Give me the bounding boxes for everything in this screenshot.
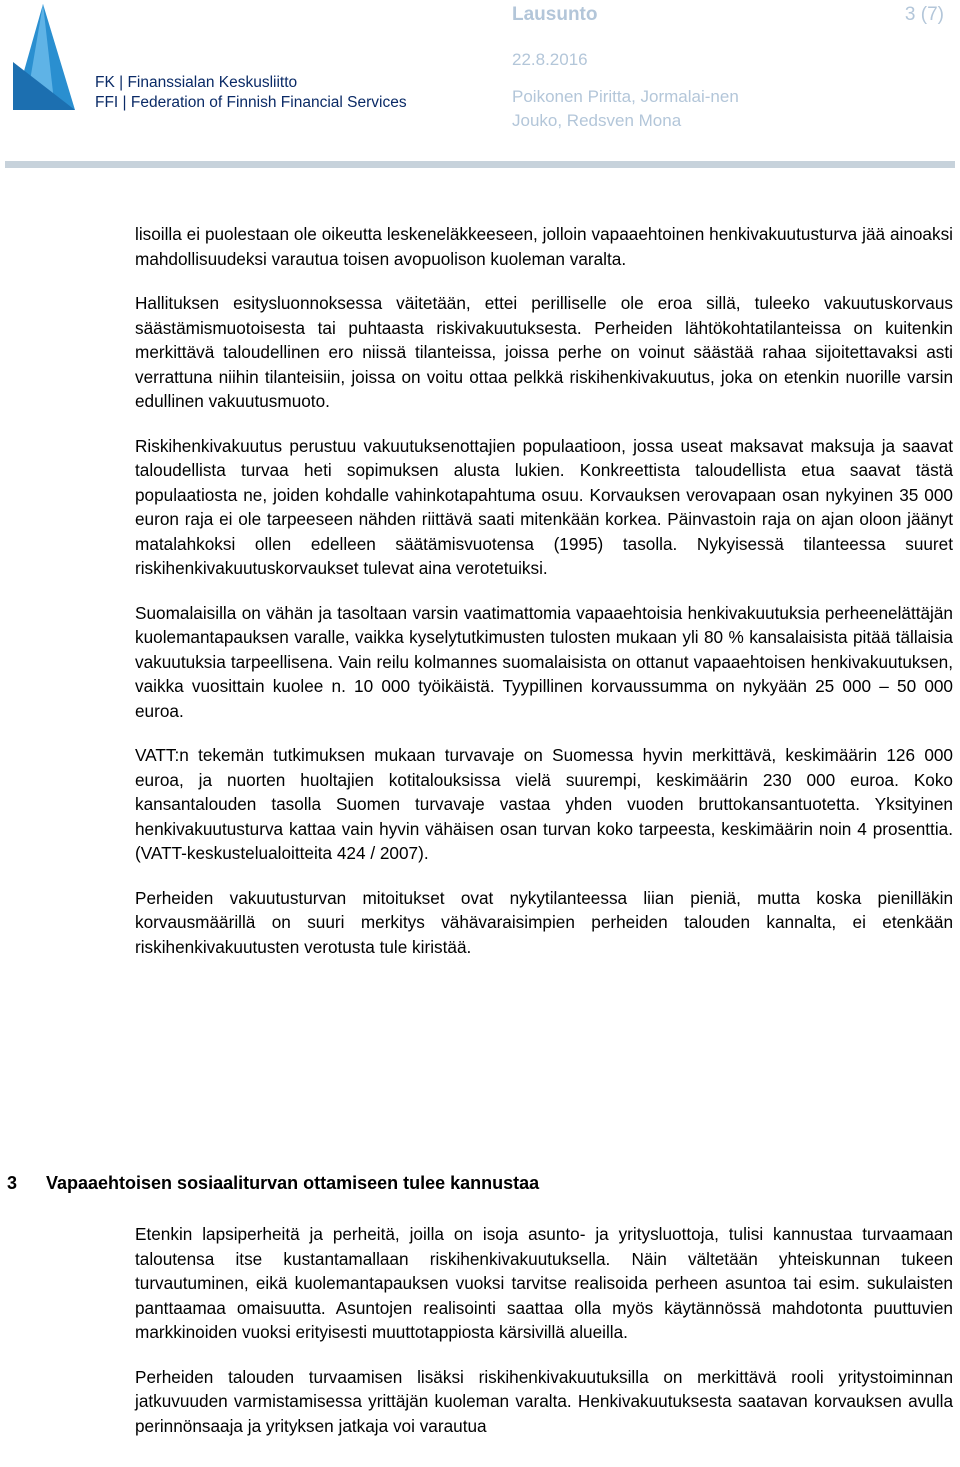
- paragraph: VATT:n tekemän tutkimuksen mukaan turvavaje on Suomessa hyvin merkittävä, keskimäärin 126 000 euroa, ja nuorten huoltajien kotitalouksissa vielä suurempi, keskimäärin 230 000 euroa. Koko kansantalouden tasolla Suomen turvavaje vastaa yhden vuoden bruttokansantuotetta. Yksityinen henkivakuutusturva kattaa vain hyvin vähäisen osan turvan koko tarpeesta, keskimäärin noin 4 prosenttia. (VATT-keskustelualoitteita 424 / 2007).: [135, 745, 953, 863]
- section-heading: [7, 1173, 539, 1194]
- page-number: 3 (7): [904, 4, 944, 25]
- paragraph: Perheiden talouden turvaamisen lisäksi riskihenkivakuutuksilla on merkittävä rooli yritystoiminnan jatkuvuuden varmistamisessa yrittäjän kuoleman varalta. Henkivakuutuksesta saatavan korvauksen avulla perinnönsaaja ja yrityksen jatkaja voi varautua: [135, 1366, 953, 1436]
- paragraph: Etenkin lapsiperheitä ja perheitä, joilla on isoja asunto- ja yritysluottoja, tulisi kannustaa turvaamaan taloutensa itse kustantamallaan riskihenkivakuutuksella. Näin vältetään yhteiskunnan tukeen turvautuminen, eikä kuolemantapauksen vuoksi tarvitse realisoida perheen asuntoa tai esim. sukulaisten panttaamaa omaisuutta. Asuntojen realisointi saattaa olla myös käytännössä mahdotonta puuttuvien markkinoiden vuoksi erityisesti muuttotappiosta kärsivillä alueilla.: [135, 1224, 953, 1342]
- body-section-a: [135, 222, 953, 979]
- section-title: Vapaaehtoisen sosiaaliturvan ottamiseen tulee kannustaa: [46, 1173, 540, 1193]
- body-section-b: [135, 1222, 953, 1458]
- paragraph: Hallituksen esitysluonnoksessa väitetään, ettei perilliselle ole eroa sillä, tuleeko vakuutuskorvaus säästämismuotoisesta tai puhtaasta riskivakuutuksesta. Perheiden lähtökohtatilanteissa on kuitenkin merkittävä taloudellinen ero niissä tilanteissa, joissa perhe on voinut säästää rahaa sijoitettavaksi asti verrattuna niihin tilanteisiin, joissa on voitu ottaa pelkkä riskihenkivakuutus, joka on etenkin nuorille varsin edullinen vakuutusmuoto.: [135, 293, 953, 411]
- document-type: Lausunto: [512, 4, 598, 25]
- fk-ffi-logo: [5, 2, 405, 112]
- paragraph: lisoilla ei puolestaan ole oikeutta leskeneläkkeeseen, jolloin vapaaehtoinen henkivakuutusturva jää ainoaksi mahdollisuudeksi varautua toisen avopuolison kuoleman varalta.: [135, 224, 953, 269]
- logo-mark-icon: [5, 2, 95, 112]
- paragraph: Suomalaisilla on vähän ja tasoltaan varsin vaatimattomia vapaaehtoisia henkivakuutuksia perheenelättäjän kuolemantapauksen varalle, vaikka kyselytutkimusten tulosten mukaan yli 80 % kansalaisista pitää tällaisia vakuutuksia tarpeellisena. Vain reilu kolmannes suomalaisista on ottanut vapaaehtoisen henkivakuutuksen, vaikka vuosittain kuolee n. 10 000 työikäistä. Tyypillinen korvaussumma on nykyään 25 000 – 50 000 euroa.: [135, 602, 953, 721]
- section-number: 3: [7, 1173, 18, 1193]
- logo-text-ffi: FFI | Federation of Finnish Financial Services: [95, 94, 407, 111]
- logo-text-fk: FK | Finanssialan Keskusliitto: [95, 74, 298, 91]
- paragraph: Riskihenkivakuutus perustuu vakuutuksenottajien populaatioon, jossa useat maksavat maksuja ja saavat taloudellista turvaa heti sopimuksen alusta lukien. Konkreettista taloudellista etua saavat tästä populaatiosta ne, joiden kohdalle vahinkotapahtuma osuu. Korvauksen verovapaan osan nykyinen 35 000 euron raja ei ole tarpeeseen nähden riittävä saati mitenkään korkea. Päinvastoin raja on ajan oloon jäänyt matalahkoksi ollen edelleen säätämisvuotensa (1995) tasolla. Nykyisessä tilanteessa suuret riskihenkivakuutuskorvaukset tulevat aina verotetuiksi.: [135, 435, 953, 578]
- header-divider: [5, 161, 955, 168]
- paragraph: Perheiden vakuutusturvan mitoitukset ovat nykytilanteessa liian pieniä, mutta koska pienilläkin korvausmäärillä on suuri merkitys vähävaraisimpien perheiden talouden kannalta, ei etenkään riskihenkivakuutusten verotusta tule kiristää.: [135, 887, 953, 957]
- document-date: 22.8.2016: [512, 50, 588, 69]
- document-authors: Poikonen Piritta, Jormalai-nen Jouko, Redsven Mona: [512, 87, 739, 130]
